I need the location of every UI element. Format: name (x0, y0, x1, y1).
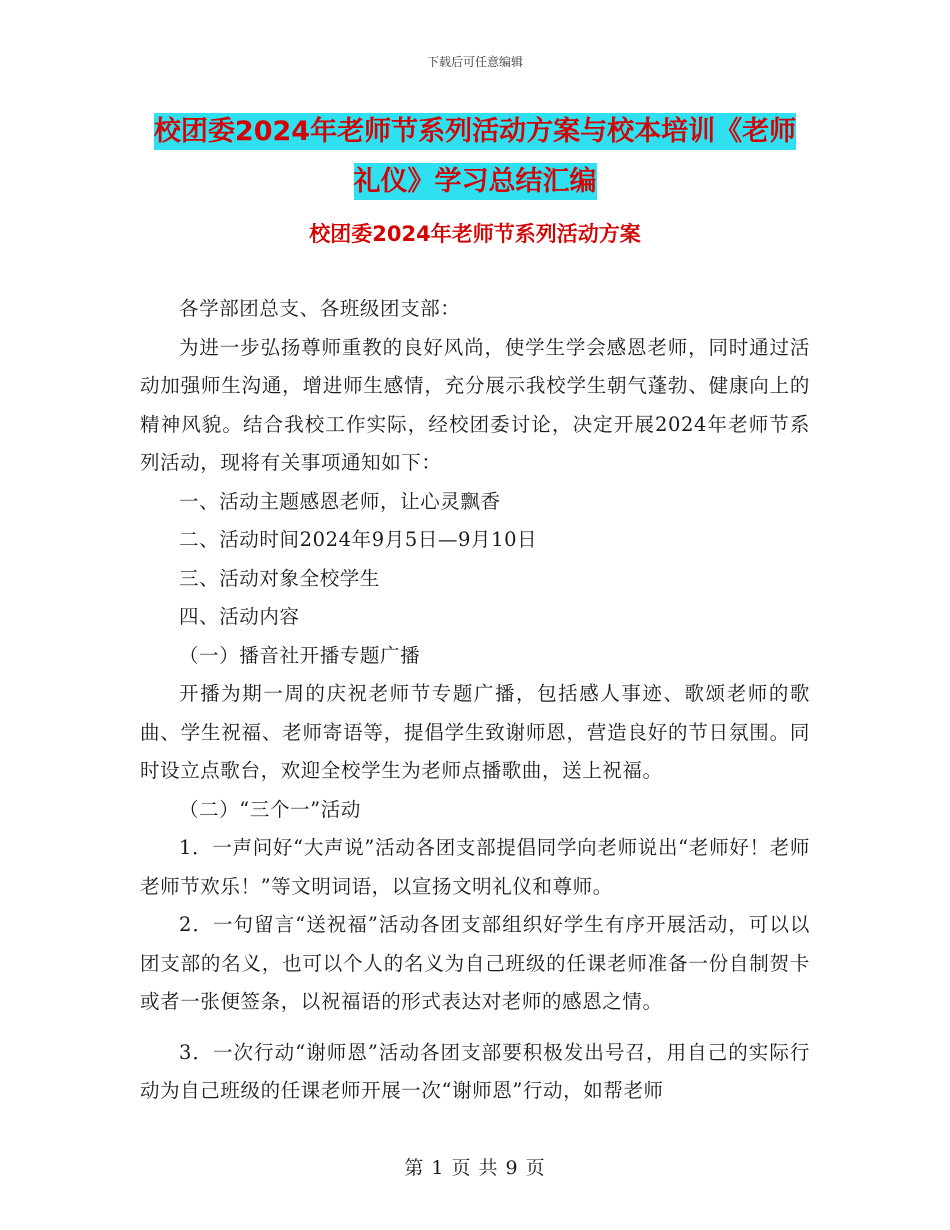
page-footer: 第 1 页 共 9 页 (404, 1157, 546, 1179)
paragraph: 各学部团总支、各班级团支部： (179, 297, 461, 320)
paragraph: 3．一次行动“谢师恩”活动各团支部要积极发出号召，用自己的实际行动为自己班级的任课老师开展一次“谢师恩”行动，如帮老师 (140, 1040, 810, 1102)
document-title (140, 107, 810, 207)
title-line-1: 校团委2024年老师节系列活动方案与校本培训《老师 (154, 113, 796, 150)
paragraph: 四、活动内容 (179, 605, 300, 628)
section-title: 校团委2024年老师节系列活动方案 (309, 222, 641, 246)
paragraph: 1．一声问好“大声说”活动各团支部提倡同学向老师说出“老师好！老师老师节欢乐！”等文明词语，以宣扬文明礼仪和尊师。 (140, 836, 810, 898)
paragraph: （二）“三个一”活动 (179, 797, 361, 821)
paragraph: 为进一步弘扬尊师重教的良好风尚，使学生学会感恩老师，同时通过活动加强师生沟通，增进师生感情，充分展示我校学生朝气蓬勃、健康向上的精神风貌。结合我校工作实际，经校团委讨论，决定开展2024年老师节系列活动，现将有关事项通知如下： (140, 335, 810, 474)
paragraph: （一）播音社开播专题广播 (179, 643, 421, 667)
paragraph: 三、活动对象全校学生 (179, 566, 381, 590)
paragraph: 开播为期一周的庆祝老师节专题广播，包括感人事迹、歌颂老师的歌曲、学生祝福、老师寄语等，提倡学生致谢师恩，营造良好的节日氛围。同时设立点歌台，欢迎全校学生为老师点播歌曲，送上祝福。 (140, 682, 810, 782)
document-body (140, 290, 810, 1111)
paragraph: 2．一句留言“送祝福”活动各团支部组织好学生有序开展活动，可以以团支部的名义，也可以个人的名义为自己班级的任课老师准备一份自制贺卡或者一张便签条，以祝福语的形式表达对老师的感恩之情。 (140, 913, 810, 1013)
paragraph: 一、活动主题感恩老师，让心灵飘香 (179, 489, 501, 513)
header-note: 下载后可任意编辑 (426, 55, 523, 69)
title-line-2: 礼仪》学习总结汇编 (354, 163, 597, 200)
paragraph: 二、活动时间2024年9月5日—9月10日 (179, 528, 538, 551)
